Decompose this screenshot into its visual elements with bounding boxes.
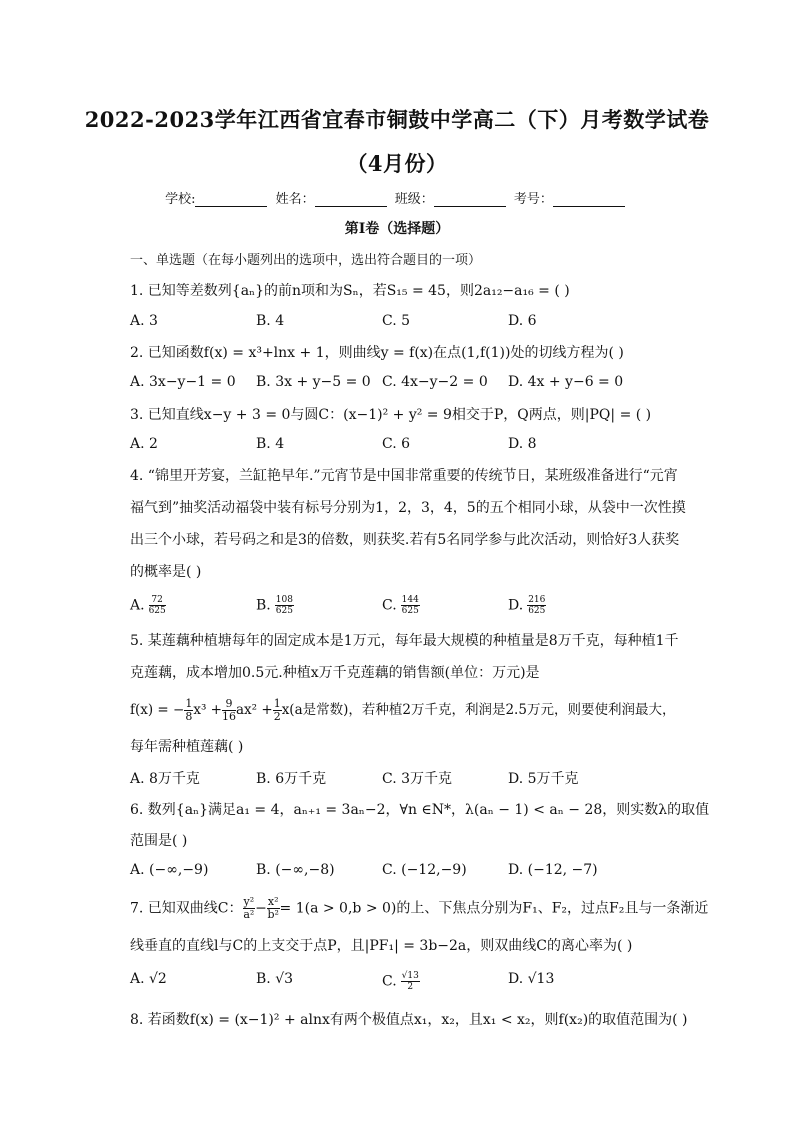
option-c: C. 6: [382, 436, 411, 452]
question-3-options: [130, 436, 690, 456]
exam-title-line2: （4月份）: [346, 151, 448, 176]
option-c: C. $\frac{√13}{2}$: [382, 971, 419, 992]
question-5-formula: f(x) = − $\frac{1}{8}$ x³ + $\frac{9}{16}$ ax² + $\frac{1}{2}$ x(a是常数)，若种植2万千克，利润是2.5万元，则要使利润最大，: [130, 697, 676, 723]
option-d: D. 8: [508, 436, 537, 452]
question-7-line2: 线垂直的直线l与C的上支交于点P，且|PF₁| = 3b−2a，则双曲线C的离心率为( ): [130, 938, 633, 954]
section-title: 第I卷（选择题）: [344, 221, 450, 237]
question-7-options: [130, 971, 690, 991]
option-a: A. 2: [130, 436, 158, 452]
option-a: A. 3x−y−1 = 0: [130, 374, 236, 390]
school-label: 学校:: [165, 192, 196, 207]
student-info-row: [0, 188, 794, 207]
question-1: 1. 已知等差数列{aₙ}的前n项和为Sₙ，若S₁₅ = 45，则2a₁₂−a₁₆ = ( ): [130, 283, 570, 299]
question-5: 5. 某莲藕种植塘每年的固定成本是1万元，每年最大规模的种植量是8万千克，每种植1千克莲藕，成本增加0.5元.种植x万千克莲藕的销售额(单位：万元)是: [130, 633, 679, 681]
option-c: C. (−12,−9): [382, 862, 467, 878]
question-6-line2: 范围是( ): [130, 833, 188, 849]
option-a: A. (−∞,−9): [130, 862, 209, 878]
question-1-options: [130, 313, 690, 333]
exam-no-blank: [553, 194, 625, 207]
question-2: 2. 已知函数f(x) = x³+lnx + 1，则曲线y = f(x)在点(1,f(1))处的切线方程为( ): [130, 345, 624, 361]
option-d: D. 6: [508, 313, 537, 329]
option-b: B. 3x + y−5 = 0: [256, 374, 371, 390]
question-5-options: [130, 768, 690, 788]
school-blank: [195, 194, 267, 207]
option-b: B. $\frac{108}{625}$: [256, 595, 293, 616]
question-4: 4. “锦里开芳宴，兰缸艳早年.”元宵节是中国非常重要的传统节日，某班级准备进行“元宵福气到”抽奖活动福袋中装有标号分别为1，2，3，4，5的五个相同小球，从袋中一次性摸出三个小球，若号码之和是3的倍数，则获奖.若有5名同学参与此次活动，则恰好3人获奖的概率是( ): [130, 468, 686, 580]
exam-title-line1: 2022-2023学年江西省宜春市铜鼓中学高二（下）月考数学试卷: [84, 107, 710, 132]
class-label: 班级：: [394, 192, 434, 207]
option-d: D. $\frac{216}{625}$: [508, 595, 546, 616]
option-a: A. $\frac{72}{625}$: [130, 595, 166, 616]
option-d: D. 4x + y−6 = 0: [508, 374, 624, 390]
option-c: C. $\frac{144}{625}$: [382, 595, 419, 616]
name-blank: [315, 194, 387, 207]
question-3: 3. 已知直线x−y + 3 = 0与圆C：(x−1)² + y² = 9相交于P，Q两点，则|PQ| = ( ): [130, 407, 652, 423]
question-7: 7. 已知双曲线C： $\frac{\text{y²}}{\text{a²}}$ − $\frac{\text{x²}}{\text{b²}}$ = 1(a > 0,b > 0)的上、下焦点分别为F₁、F₂，过点F₂且与一条渐近: [130, 895, 709, 921]
option-d: D. √13: [508, 971, 555, 987]
question-6-options: [130, 862, 690, 882]
option-a: A. 8万千克: [130, 771, 200, 787]
option-b: B. √3: [256, 971, 294, 987]
name-label: 姓名：: [275, 192, 315, 207]
option-b: B. 4: [256, 436, 285, 452]
question-2-options: [130, 374, 690, 394]
class-blank: [434, 194, 506, 207]
option-c: C. 5: [382, 313, 411, 329]
option-a: A. √2: [130, 971, 167, 987]
option-a: A. 3: [130, 313, 158, 329]
question-5-line3: 每年需种植莲藕( ): [130, 739, 244, 755]
option-b: B. 6万千克: [256, 771, 327, 787]
part-title: 一、单选题（在每小题列出的选项中，选出符合题目的一项）: [130, 253, 482, 268]
option-d: D. (−12, −7): [508, 862, 598, 878]
exam-no-label: 考号：: [513, 192, 553, 207]
question-8: 8. 若函数f(x) = (x−1)² + alnx有两个极值点x₁，x₂，且x₁ < x₂，则f(x₂)的取值范围为( ): [130, 1012, 688, 1028]
option-c: C. 4x−y−2 = 0: [382, 374, 488, 390]
option-b: B. 4: [256, 313, 285, 329]
question-6: 6. 数列{aₙ}满足a₁ = 4，aₙ₊₁ = 3aₙ−2，∀n ∈N*，λ(aₙ − 1) < aₙ − 28，则实数λ的取值: [130, 802, 710, 818]
option-b: B. (−∞,−8): [256, 862, 335, 878]
option-d: D. 5万千克: [508, 771, 579, 787]
option-c: C. 3万千克: [382, 771, 453, 787]
question-4-options: [130, 595, 690, 615]
